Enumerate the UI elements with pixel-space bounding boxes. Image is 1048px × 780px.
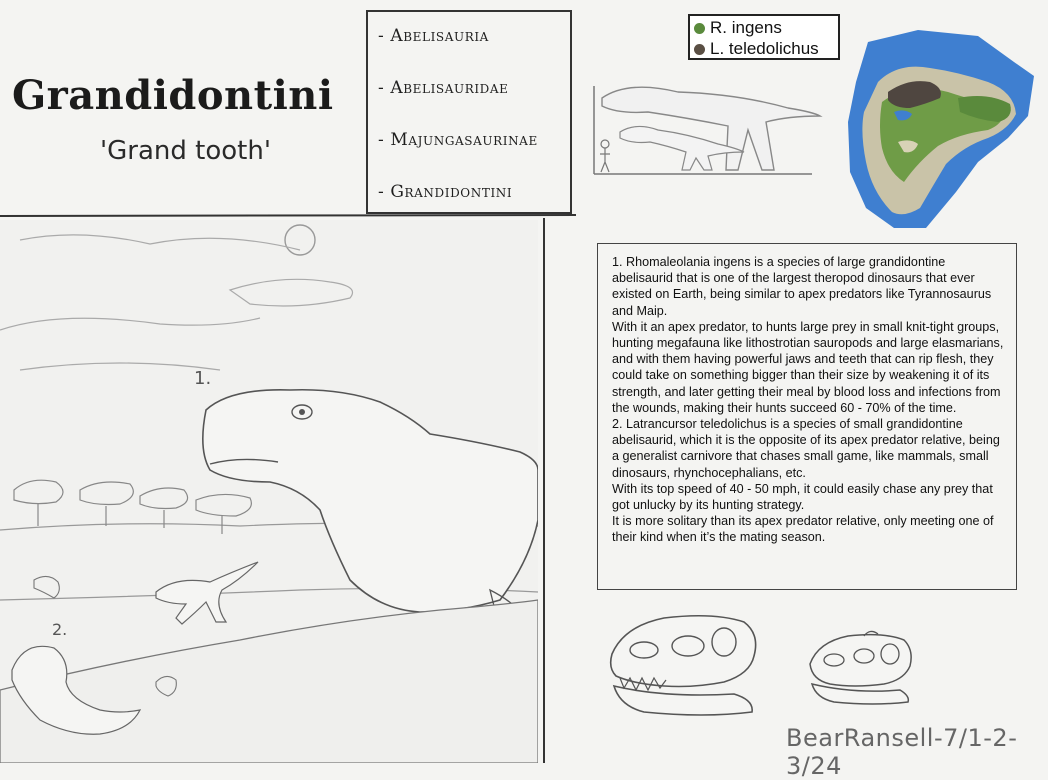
size-comparison-icon	[588, 72, 828, 180]
page-subtitle: 'Grand tooth'	[100, 136, 271, 166]
description-text	[612, 254, 1008, 546]
legend-label: R. ingens	[710, 18, 782, 37]
continent-map-icon	[838, 22, 1042, 232]
description-paragraph: 2. Latrancursor teledolichus is a species of small grandidontine abelisaurid, which it is the opposite of its apex predator relative, being a generalist carnivore that chases small game, like mammals, small dinosaurs, rhynchocephalians, etc.	[612, 417, 1000, 480]
legend-item	[694, 39, 819, 59]
legend-label: L. teledolichus	[710, 39, 819, 58]
description-paragraph: 1. Rhomaleolania ingens is a species of large grandidontine abelisaurid that is one of the largest theropod dinosaurs that ever existed on Earth, being similar to apex predators like Tyrannosaurus and Maip.	[612, 255, 992, 318]
legend-swatch-brown	[694, 44, 705, 55]
taxon-item: - Grandidontini	[378, 182, 513, 202]
scene-label-1: 1.	[194, 368, 212, 389]
taxon-item: - Abelisauria	[378, 26, 489, 46]
page-title: Grandidontini	[12, 72, 334, 119]
skull-icon	[604, 608, 764, 720]
legend-item	[694, 18, 782, 38]
legend-swatch-green	[694, 23, 705, 34]
description-box	[597, 243, 1017, 590]
artist-signature: BearRansell-7/1-2-3/24	[786, 724, 1018, 780]
taxon-item: - Majungasaurinae	[378, 130, 538, 150]
header-divider	[0, 210, 580, 220]
scene-label-2: 2.	[52, 620, 68, 639]
description-paragraph: With its top speed of 40 - 50 mph, it could easily chase any prey that got unlucky by its hunting strategy.	[612, 481, 993, 513]
taxon-item: - Abelisauridae	[378, 78, 509, 98]
description-paragraph: With it an apex predator, to hunts large prey in small knit-tight groups, hunting megafauna like lithostrotian sauropods and large elasmarians, and with them having powerful jaws and teeth that can rip flesh, they could take on something bigger than their size by weakening it of its strength, and later getting their meal by blood loss and infections from the wounds, making their hunts succeed 60 - 70% of the time.	[612, 319, 1004, 415]
taxonomy-box	[366, 10, 572, 214]
skull-icon	[804, 628, 916, 706]
map-legend	[688, 14, 840, 60]
scene-illustration	[0, 220, 538, 763]
description-paragraph: It is more solitary than its apex predator relative, only meeting one of their kind when it’s the mating season.	[612, 514, 994, 545]
scene-divider	[538, 218, 550, 763]
